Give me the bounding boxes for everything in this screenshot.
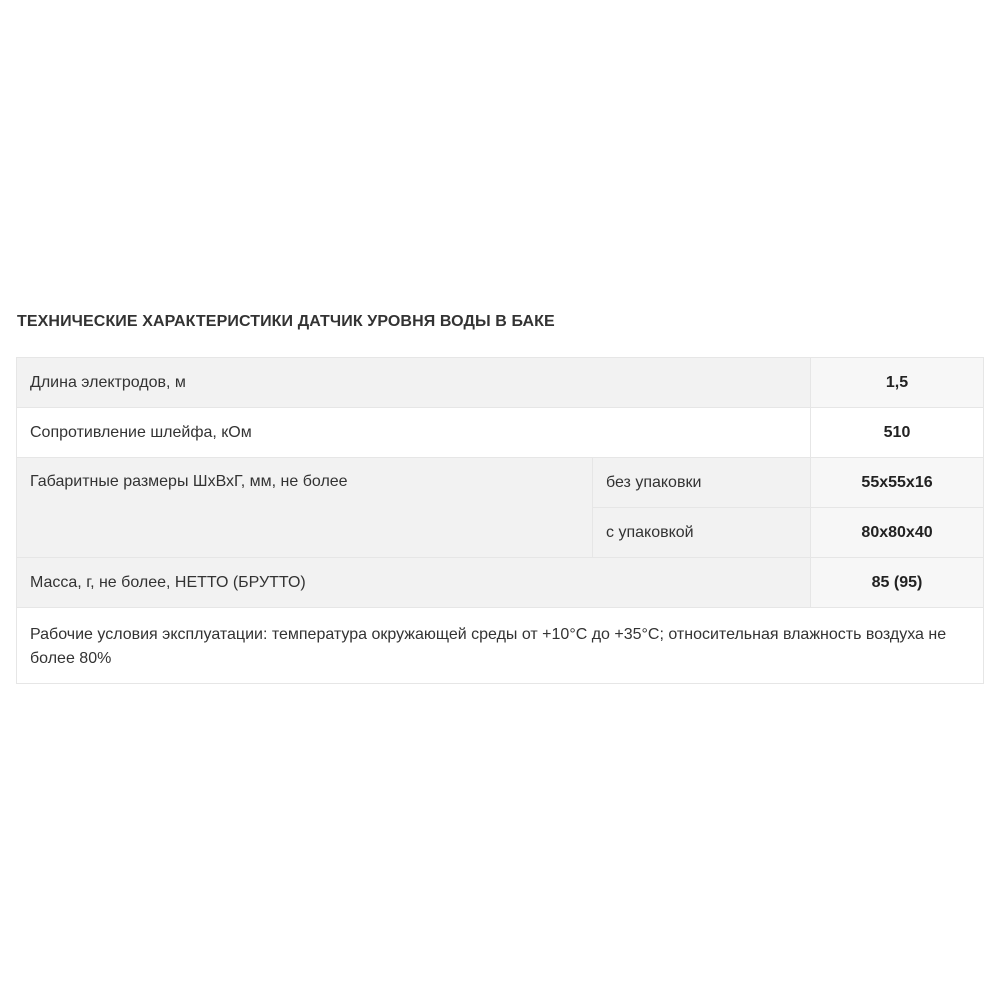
loop-resistance-value: 510 [811, 408, 984, 458]
mass-label: Масса, г, не более, НЕТТО (БРУТТО) [17, 558, 811, 608]
electrode-length-label: Длина электродов, м [17, 358, 811, 408]
dimensions-packed-label: с упаковкой [593, 508, 811, 558]
table-row-loop-resistance [17, 408, 984, 458]
dimensions-unpacked-label: без упаковки [593, 458, 811, 508]
table-row-mass [17, 558, 984, 608]
operating-conditions-text: Рабочие условия эксплуатации: температура окружающей среды от +10°C до +35°C; относительная влажность воздуха не более 80% [17, 608, 984, 684]
dimensions-unpacked-value: 55x55x16 [811, 458, 984, 508]
table-row-dimensions-unpacked [17, 458, 984, 508]
spec-title: ТЕХНИЧЕСКИЕ ХАРАКТЕРИСТИКИ ДАТЧИК УРОВНЯ ВОДЫ В БАКЕ [17, 313, 555, 330]
dimensions-label: Габаритные размеры ШхВхГ, мм, не более [17, 458, 593, 558]
table-row-electrode-length [17, 358, 984, 408]
spec-table [16, 357, 984, 684]
dimensions-packed-value: 80x80x40 [811, 508, 984, 558]
mass-value: 85 (95) [811, 558, 984, 608]
loop-resistance-label: Сопротивление шлейфа, кОм [17, 408, 811, 458]
electrode-length-value: 1,5 [811, 358, 984, 408]
table-row-operating-conditions [17, 608, 984, 684]
